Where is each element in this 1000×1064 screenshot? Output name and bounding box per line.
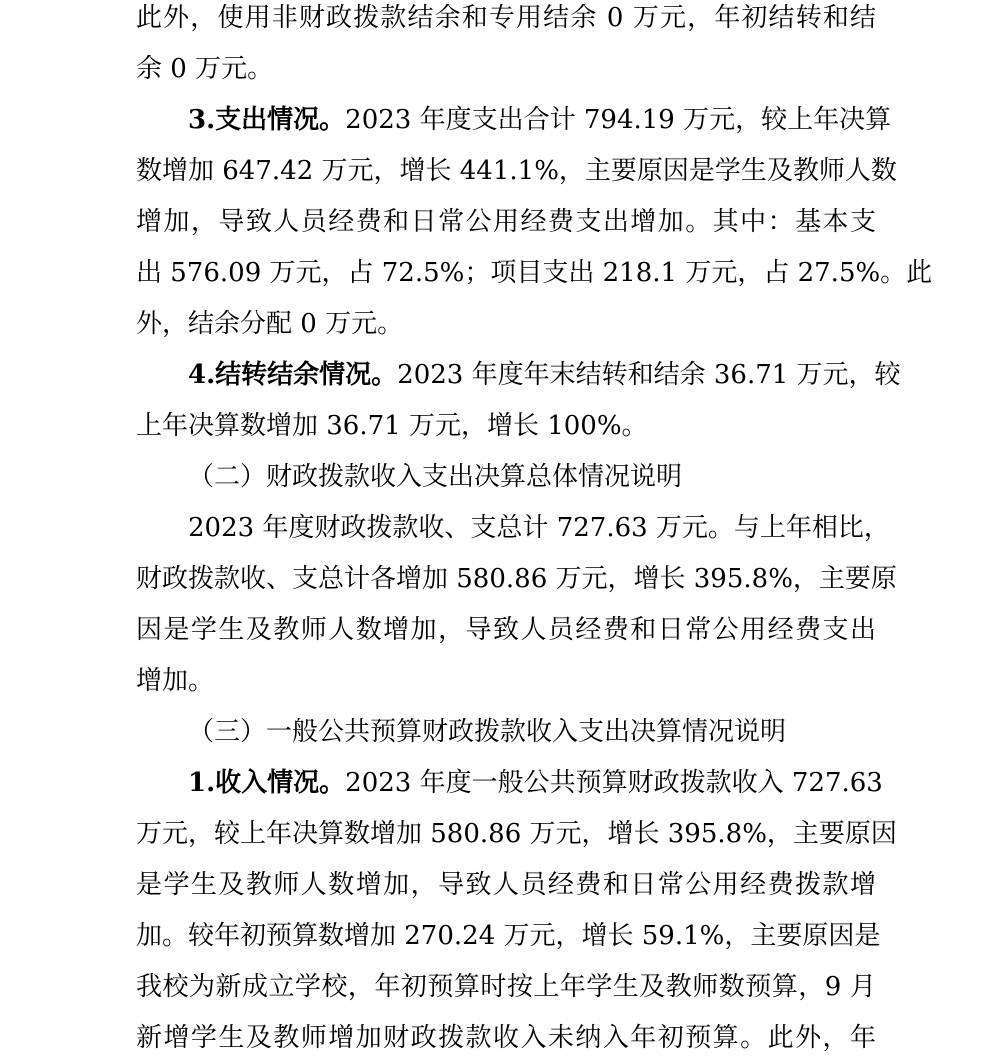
- line-text: 新增学生及教师增加财政拨款收入未纳入年初预算。此外，年: [136, 1023, 876, 1053]
- paragraph-line: [136, 401, 876, 452]
- paragraph-line: [136, 146, 897, 197]
- paragraph-line: [136, 95, 892, 146]
- line-text: 2023 年度一般公共预算财政拨款收入 727.63: [345, 768, 883, 798]
- subsection-label: 4.结转结余情况。: [188, 360, 398, 390]
- section-heading: [136, 452, 876, 503]
- line-text: 上年决算数增加 36.71 万元，增长 100%。: [136, 411, 648, 441]
- paragraph-line: [136, 554, 897, 605]
- line-text: 万元，较上年决算数增加 580.86 万元，增长 395.8%，主要原因: [136, 819, 897, 849]
- line-text: 2023 年度年末结转和结余 36.71 万元，较: [397, 360, 901, 390]
- paragraph-line: [136, 911, 881, 962]
- line-text: 因是学生及教师人数增加，导致人员经费和日常公用经费支出: [136, 615, 876, 645]
- paragraph-line: [136, 605, 876, 656]
- line-text: 增加。: [136, 666, 215, 696]
- text-column: [136, 0, 933, 1064]
- subsection-label: 1.收入情况。: [188, 768, 346, 798]
- paragraph-line: [136, 860, 876, 911]
- paragraph-line: [136, 350, 901, 401]
- paragraph-line: [136, 197, 876, 248]
- paragraph-line: [136, 962, 876, 1013]
- paragraph-line: [136, 758, 883, 809]
- line-text: 出 576.09 万元，占 72.5%；项目支出 218.1 万元，占 27.5%。此: [136, 258, 933, 288]
- paragraph-line: [136, 656, 876, 707]
- paragraph-line: [136, 44, 876, 95]
- paragraph-line: [136, 299, 876, 350]
- line-text: 外，结余分配 0 万元。: [136, 309, 404, 339]
- paragraph-line: [136, 1013, 876, 1064]
- paragraph-line: [136, 809, 897, 860]
- section-heading: [136, 707, 876, 758]
- line-text: 财政拨款收、支总计各增加 580.86 万元，增长 395.8%，主要原: [136, 564, 897, 594]
- line-text: 数增加 647.42 万元，增长 441.1%，主要原因是学生及教师人数: [136, 156, 897, 186]
- line-text: 增加，导致人员经费和日常公用经费支出增加。其中：基本支: [136, 207, 876, 237]
- line-text: （二）财政拨款收入支出决算总体情况说明: [188, 462, 683, 492]
- subsection-label: 3.支出情况。: [188, 105, 346, 135]
- line-text: 我校为新成立学校，年初预算时按上年学生及教师数预算，9 月: [136, 972, 876, 1002]
- line-text: 是学生及教师人数增加，导致人员经费和日常公用经费拨款增: [136, 870, 876, 900]
- line-text: 2023 年度财政拨款收、支总计 727.63 万元。与上年相比，: [188, 513, 890, 543]
- paragraph-line: [136, 503, 890, 554]
- line-text: 余 0 万元。: [136, 54, 274, 84]
- paragraph-line: [136, 248, 933, 299]
- line-text: 加。较年初预算数增加 270.24 万元，增长 59.1%，主要原因是: [136, 921, 881, 951]
- line-text: （三）一般公共预算财政拨款收入支出决算情况说明: [188, 717, 787, 747]
- line-text: 2023 年度支出合计 794.19 万元，较上年决算: [345, 105, 892, 135]
- paragraph-line: [136, 0, 876, 44]
- line-text: 此外，使用非财政拨款结余和专用结余 0 万元，年初结转和结: [136, 3, 876, 33]
